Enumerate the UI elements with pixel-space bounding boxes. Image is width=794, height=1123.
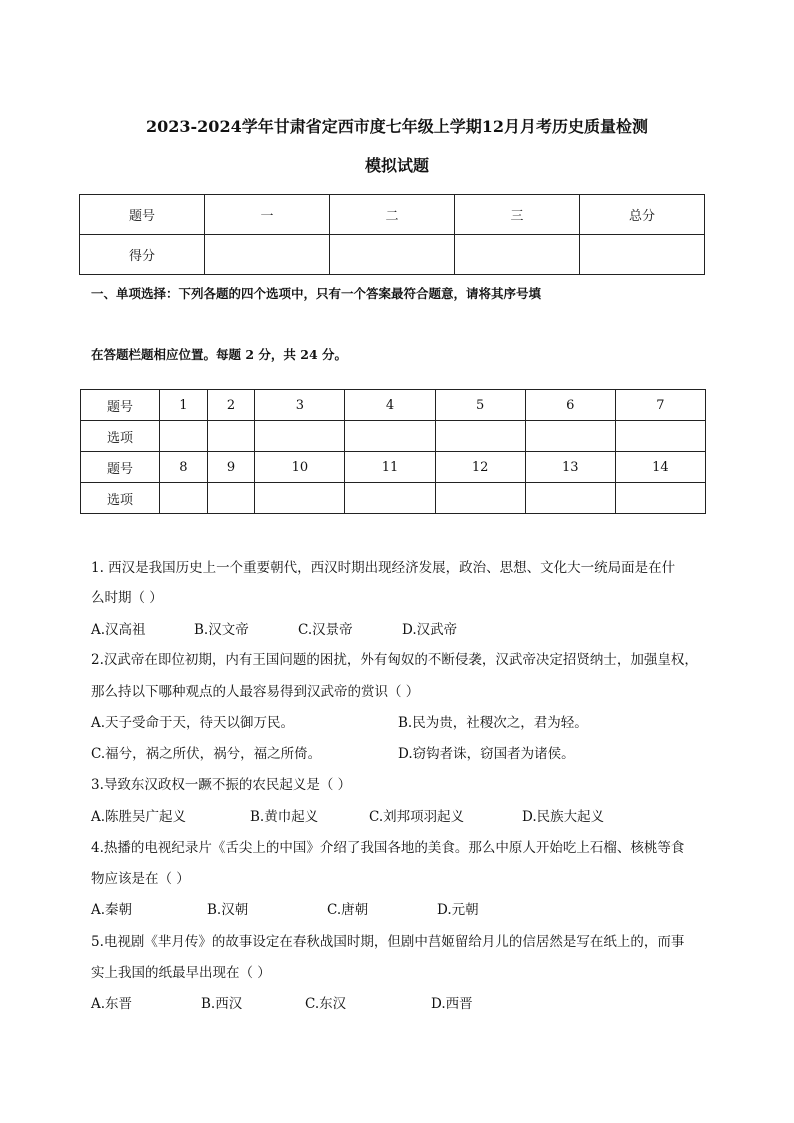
page-subtitle: 模拟试题 [364, 156, 429, 175]
question-4-text-cont: 物应该是在（ ） [91, 871, 190, 887]
question-2-text: 2.汉武帝在即位初期，内有王国问题的困扰，外有匈奴的不断侵袭，汉武帝决定招贤纳士，加强皇权， [91, 652, 698, 668]
answer-num-cell: 2 [207, 390, 255, 421]
question-4-text: 4.热播的电视纪录片《舌尖上的中国》介绍了我国各地的美食。那么中原人开始吃上石榴、核桃等食 [91, 840, 685, 856]
page-title: 2023-2024学年甘肃省定西市度七年级上学期12月月考历史质量检测 [146, 117, 648, 136]
score-header-cell: 二 [330, 195, 455, 235]
score-header-cell: 三 [455, 195, 580, 235]
answer-num-cell: 10 [255, 452, 345, 483]
q5-option-c: C.东汉 [305, 996, 347, 1012]
answer-opt-cell [207, 483, 255, 514]
answer-opt-cell [615, 483, 705, 514]
answer-opt-cell [435, 421, 525, 452]
score-header-cell: 一 [205, 195, 330, 235]
answer-opt-cell [345, 483, 435, 514]
question-5-text: 5.电视剧《芈月传》的故事设定在春秋战国时期，但剧中莒姬留给月儿的信居然是写在纸上的，而事 [91, 934, 685, 950]
q1-option-a: A.汉高祖 [91, 622, 146, 638]
answer-opt-row [81, 421, 706, 452]
answer-num-row [81, 390, 706, 421]
q4-option-b: B.汉朝 [207, 902, 249, 918]
answer-opt-row [81, 483, 706, 514]
score-header-cell: 题号 [80, 195, 205, 235]
score-header-cell: 总分 [580, 195, 705, 235]
question-1-text-cont: 么时期（ ） [91, 590, 163, 606]
q2-option-c: C.福兮，祸之所伏，祸兮，福之所倚。 [91, 746, 322, 762]
answer-num-row [81, 452, 706, 483]
q3-option-a: A.陈胜吴广起义 [91, 809, 187, 825]
answer-opt-cell [160, 483, 208, 514]
answer-opt-cell [525, 483, 615, 514]
answer-num-cell: 5 [435, 390, 525, 421]
q5-option-d: D.西晋 [431, 996, 473, 1012]
score-header-row [80, 195, 705, 235]
answer-num-cell: 9 [207, 452, 255, 483]
q2-option-b: B.民为贵，社稷次之，君为轻。 [398, 715, 588, 731]
score-cell [330, 235, 455, 275]
q4-option-d: D.元朝 [437, 902, 479, 918]
q2-option-a: A.天子受命于天，待天以御万民。 [91, 715, 295, 731]
q5-option-a: A.东晋 [91, 996, 133, 1012]
answer-opt-cell [615, 421, 705, 452]
q2-option-d: D.窃钩者诛，窃国者为诸侯。 [398, 746, 575, 762]
q3-option-d: D.民族大起义 [522, 809, 605, 825]
score-cell [580, 235, 705, 275]
answer-num-cell: 6 [525, 390, 615, 421]
score-cell [455, 235, 580, 275]
q3-option-c: C.刘邦项羽起义 [369, 809, 465, 825]
q4-option-a: A.秦朝 [91, 902, 133, 918]
answer-num-cell: 1 [160, 390, 208, 421]
answer-opt-cell [255, 421, 345, 452]
q4-option-c: C.唐朝 [327, 902, 369, 918]
answer-opt-cell [435, 483, 525, 514]
section-instruction-line2: 在答题栏题相应位置。每题 2 分，共 24 分。 [91, 347, 348, 362]
q1-option-d: D.汉武帝 [402, 622, 458, 638]
answer-num-cell: 3 [255, 390, 345, 421]
answer-num-cell: 13 [525, 452, 615, 483]
q5-option-b: B.西汉 [201, 996, 243, 1012]
answer-num-cell: 8 [160, 452, 208, 483]
section-instruction-line1: 一、单项选择：下列各题的四个选项中，只有一个答案最符合题意，请将其序号填 [91, 286, 542, 301]
answer-row-label: 选项 [81, 483, 160, 514]
answer-row-label: 选项 [81, 421, 160, 452]
question-3-text: 3.导致东汉政权一蹶不振的农民起义是（ ） [91, 777, 352, 793]
answer-num-cell: 12 [435, 452, 525, 483]
question-5-text-cont: 实上我国的纸最早出现在（ ） [91, 965, 271, 981]
answer-num-cell: 4 [345, 390, 435, 421]
answer-opt-cell [255, 483, 345, 514]
answer-opt-cell [345, 421, 435, 452]
score-value-row [80, 235, 705, 275]
answer-table [80, 389, 706, 514]
answer-opt-cell [207, 421, 255, 452]
q3-option-b: B.黄巾起义 [250, 809, 319, 825]
score-table [79, 194, 705, 275]
answer-num-cell: 7 [615, 390, 705, 421]
question-2-text-cont: 那么持以下哪种观点的人最容易得到汉武帝的赏识（ ） [91, 684, 420, 700]
question-1-text: 1. 西汉是我国历史上一个重要朝代，西汉时期出现经济发展，政治、思想、文化大一统局面是在什 [91, 560, 676, 576]
q1-option-b: B.汉文帝 [194, 622, 249, 638]
answer-opt-cell [160, 421, 208, 452]
answer-num-cell: 14 [615, 452, 705, 483]
q1-option-c: C.汉景帝 [298, 622, 353, 638]
answer-row-label: 题号 [81, 390, 160, 421]
answer-row-label: 题号 [81, 452, 160, 483]
answer-opt-cell [525, 421, 615, 452]
answer-num-cell: 11 [345, 452, 435, 483]
score-row-label: 得分 [80, 235, 205, 275]
score-cell [205, 235, 330, 275]
